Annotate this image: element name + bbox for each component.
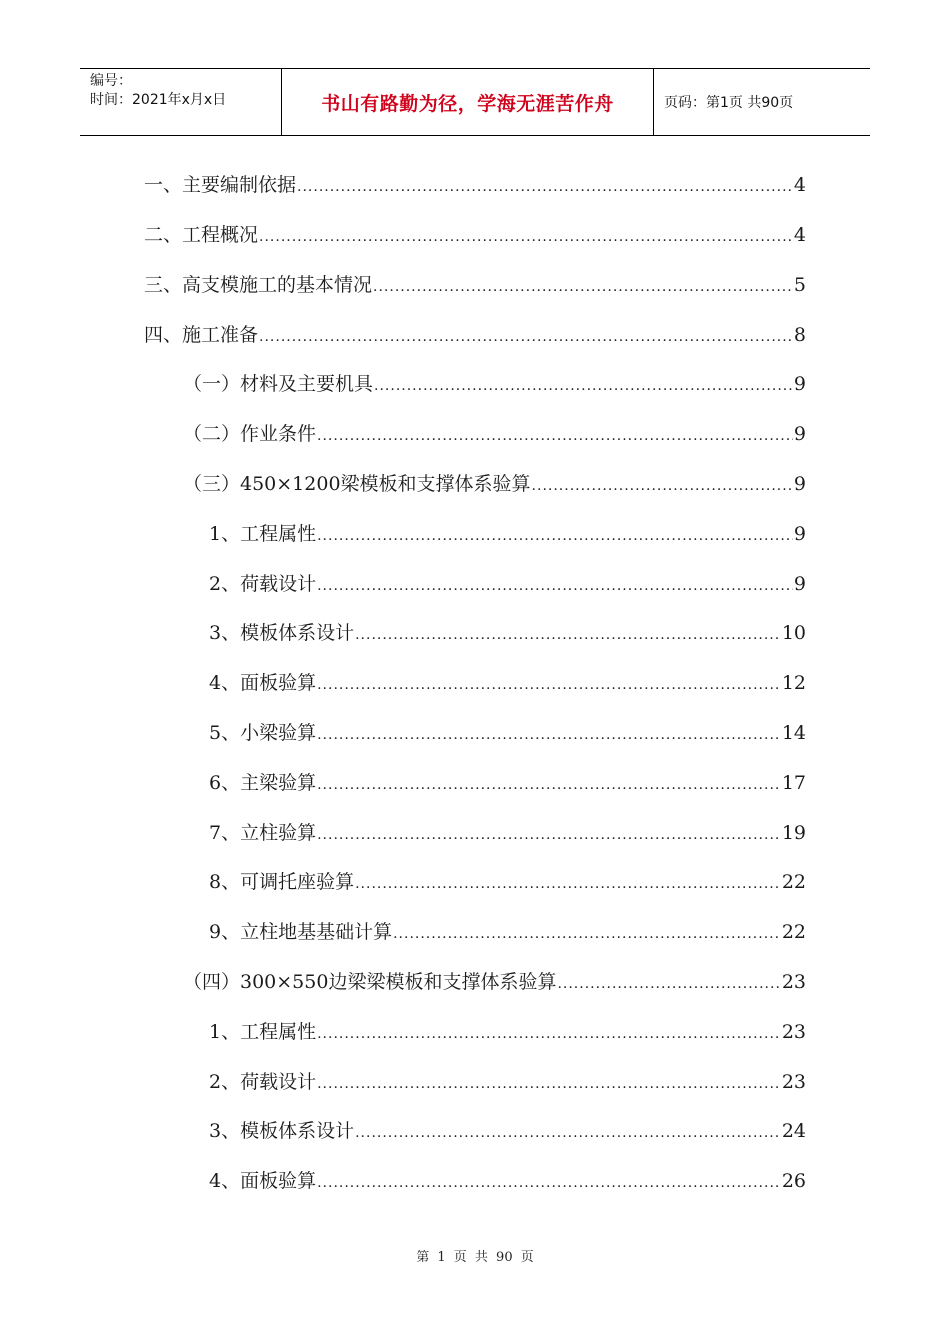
toc-entry-page: 22 bbox=[781, 871, 806, 893]
toc-entry-page: 14 bbox=[781, 722, 806, 744]
toc-entry-label: 9、立柱地基基础计算 bbox=[209, 921, 393, 943]
page-header bbox=[80, 68, 870, 136]
toc-entry[interactable] bbox=[209, 519, 806, 549]
toc-entry[interactable] bbox=[209, 668, 806, 698]
toc-leader-dots bbox=[557, 969, 780, 999]
toc-leader-dots bbox=[317, 720, 781, 750]
toc-entry[interactable] bbox=[209, 1017, 806, 1047]
toc-leader-dots bbox=[259, 222, 793, 252]
toc-entry-page: 9 bbox=[793, 573, 806, 595]
toc-entry-label: （四）300×550边梁梁模板和支撑体系验算 bbox=[183, 971, 557, 993]
toc-entry[interactable] bbox=[209, 1067, 806, 1097]
toc-entry-label: 8、可调托座验算 bbox=[209, 871, 355, 893]
toc-entry-page: 5 bbox=[793, 274, 806, 296]
toc-leader-dots bbox=[317, 670, 781, 700]
toc-entry-label: 四、施工准备 bbox=[144, 324, 259, 346]
toc-entry[interactable] bbox=[144, 170, 806, 200]
document-date-label: 时间：2021年x月x日 bbox=[90, 92, 227, 108]
toc-entry[interactable] bbox=[209, 1116, 806, 1146]
toc-entry[interactable] bbox=[183, 369, 806, 399]
toc-entry-page: 10 bbox=[781, 622, 806, 644]
toc-leader-dots bbox=[317, 1019, 781, 1049]
toc-entry-page: 17 bbox=[781, 772, 806, 794]
toc-entry[interactable] bbox=[209, 569, 806, 599]
toc-entry-page: 9 bbox=[793, 423, 806, 445]
toc-entry-label: 7、立柱验算 bbox=[209, 822, 317, 844]
toc-leader-dots bbox=[259, 322, 793, 352]
toc-entry-page: 4 bbox=[793, 224, 806, 246]
toc-entry-page: 9 bbox=[793, 523, 806, 545]
toc-entry-label: 2、荷载设计 bbox=[209, 573, 317, 595]
toc-entry-page: 26 bbox=[781, 1170, 806, 1192]
document-number-label: 编号： bbox=[90, 73, 132, 89]
toc-entry[interactable] bbox=[209, 718, 806, 748]
toc-leader-dots bbox=[317, 770, 781, 800]
header-page-label: 页码：第1页 共90页 bbox=[664, 95, 794, 111]
toc-leader-dots bbox=[317, 421, 793, 451]
toc-entry-page: 22 bbox=[781, 921, 806, 943]
header-info-cell bbox=[80, 69, 282, 135]
toc-leader-dots bbox=[374, 371, 793, 401]
toc-entry-page: 19 bbox=[781, 822, 806, 844]
toc-entry-label: 一、主要编制依据 bbox=[144, 174, 297, 196]
toc-entry-page: 9 bbox=[793, 373, 806, 395]
toc-entry-label: 5、小梁验算 bbox=[209, 722, 317, 744]
toc-entry-label: 4、面板验算 bbox=[209, 1170, 317, 1192]
toc-entry-label: 2、荷载设计 bbox=[209, 1071, 317, 1093]
header-motto: 书山有路勤为径，学海无涯苦作舟 bbox=[282, 69, 654, 135]
toc-entry[interactable] bbox=[183, 419, 806, 449]
toc-entry-page: 8 bbox=[793, 324, 806, 346]
toc-entry-label: 4、面板验算 bbox=[209, 672, 317, 694]
toc-entry-label: （三）450×1200梁模板和支撑体系验算 bbox=[183, 473, 531, 495]
toc-entry-label: 三、高支模施工的基本情况 bbox=[144, 274, 373, 296]
toc-leader-dots bbox=[355, 1118, 781, 1148]
toc-entry-label: 1、工程属性 bbox=[209, 523, 317, 545]
toc-entry-label: 3、模板体系设计 bbox=[209, 622, 355, 644]
toc-leader-dots bbox=[317, 1069, 781, 1099]
toc-entry-label: （二）作业条件 bbox=[183, 423, 317, 445]
toc-entry-page: 9 bbox=[793, 473, 806, 495]
toc-leader-dots bbox=[532, 471, 793, 501]
toc-entry-label: 3、模板体系设计 bbox=[209, 1120, 355, 1142]
toc-entry[interactable] bbox=[144, 320, 806, 350]
toc-leader-dots bbox=[297, 172, 793, 202]
toc-entry[interactable] bbox=[209, 1166, 806, 1196]
toc-entry-label: 1、工程属性 bbox=[209, 1021, 317, 1043]
toc-entry-page: 24 bbox=[781, 1120, 806, 1142]
toc-entry[interactable] bbox=[209, 818, 806, 848]
toc-entry[interactable] bbox=[183, 469, 806, 499]
toc-leader-dots bbox=[393, 919, 781, 949]
toc-leader-dots bbox=[355, 869, 781, 899]
toc-entry-page: 23 bbox=[781, 1021, 806, 1043]
page-footer: 第 1 页 共 90 页 bbox=[416, 1250, 534, 1265]
toc-leader-dots bbox=[317, 1168, 781, 1198]
toc-entry-label: （一）材料及主要机具 bbox=[183, 373, 374, 395]
toc-entry[interactable] bbox=[209, 618, 806, 648]
toc-leader-dots bbox=[355, 620, 781, 650]
toc-leader-dots bbox=[317, 521, 793, 551]
toc-entry[interactable] bbox=[209, 917, 806, 947]
toc-entry-label: 6、主梁验算 bbox=[209, 772, 317, 794]
toc-leader-dots bbox=[317, 571, 793, 601]
toc-entry[interactable] bbox=[144, 220, 806, 250]
toc-entry-label: 二、工程概况 bbox=[144, 224, 259, 246]
toc-entry-page: 12 bbox=[781, 672, 806, 694]
toc-entry-page: 23 bbox=[781, 1071, 806, 1093]
toc-entry[interactable] bbox=[144, 270, 806, 300]
toc-entry-page: 23 bbox=[781, 971, 806, 993]
toc-leader-dots bbox=[317, 820, 781, 850]
toc-entry[interactable] bbox=[209, 867, 806, 897]
toc-leader-dots bbox=[373, 272, 793, 302]
toc-entry[interactable] bbox=[209, 768, 806, 798]
toc-entry-page: 4 bbox=[793, 174, 806, 196]
toc-entry[interactable] bbox=[183, 967, 806, 997]
